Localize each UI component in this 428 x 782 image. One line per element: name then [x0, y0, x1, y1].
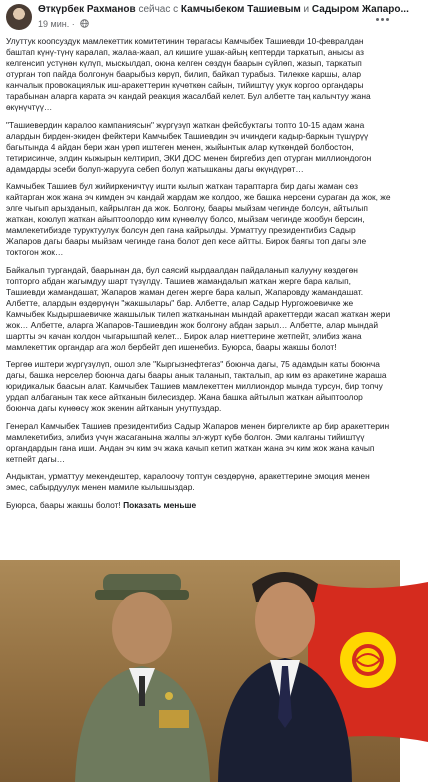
avatar[interactable] — [6, 4, 32, 30]
person-in-suit — [210, 560, 360, 782]
post-paragraph: Генерал Камчыбек Ташиев президентибиз Садыр Жапаров менен биргеликте ар бир аракеттерин мамлекетибиз, элибиз үчүн жасаганына жалпы эл-журт күбө болгон. Эми калганы тийиштүү органдардын гана иши. Андан эч ким эч жака качып кетип жаткан жана эч ким жок жана качып кетпейт дагы… — [6, 420, 390, 464]
show-less-link[interactable]: Показать меньше — [123, 499, 197, 510]
post-photo[interactable] — [0, 560, 400, 782]
and-connector: и — [303, 4, 310, 15]
post-header — [0, 0, 409, 36]
tagged-person-2[interactable]: Садыром Жапаро... — [311, 4, 409, 15]
author-name[interactable]: Өткүрбек Рахманов — [38, 4, 136, 15]
time-ago[interactable]: 19 мин. — [38, 19, 70, 29]
closing-sentence: Буюрса, баары жакшы болот! — [6, 499, 121, 510]
post-paragraph: "Ташиевердин каралоо кампаниясын" жүргүзүп жаткан фейсбуктагы топто 10-15 адам жана алардын бирден-экиден фейктери Камчыбек Ташиевдин эч ичиндеги кадыр-баркын түшүрүү багытында 4 айдан бери жан үрөп иштеген менен, жыйынтык алар күткөндөй болбостон, тетирисинче, элдин кыжырын келтирип, ЭКИ ДОС менен биргебиз деп отурган миллиондогон адамдарды эсеби болуп-жарууга себеп болуп жатышканы дагы өкүндүрөт… — [6, 119, 372, 174]
post-last-line — [6, 500, 392, 511]
post-paragraph: Улуттук коопсуздук мамлекеттик комитетинин төрагасы Камчыбек Ташиевди 10-февралдан баштап күнү-түнү каралап, жалаа-жаап, ал кишиге ушак-айың кептерди таркатып, анысы аз келгенсип устүнөн күлүп, мыскылдап, оюна келген сөздүн баарын сүйлөп, жазып, таркатып отурган топ пайда болгонун баарыбыз көрүп, билип, байкап турабыз. Тилекке каршы, алар канчалык провокациялык иш-аракеттерин күчөткөн сайын, тийиштүү укук коргоо органдары тарабынан аларга карата эч кандай реакция жасалбай келет. Бул албетте таң калычтуу жана өкүнүчтүү… — [6, 36, 371, 112]
globe-icon — [80, 19, 89, 31]
post-body — [6, 36, 392, 517]
meta-separator: · — [71, 19, 75, 29]
post-meta — [38, 18, 89, 30]
post-paragraph: Байкалып тургандай, баарынан да, бул саясий кырдаалдан пайдаланып калууну көздөгөн топторго абдан жагымдуу шарт түзүлдү. Ташиев жамандалып жаткан жерге бара калып, Ташиевди жамандашат, Жапаров жаман деген жерге бара калып, Жапаровду жамандашат. Албетте, алардын өздөрүнүн "жакшылары" бар. Албетте, алар Садыр Нургожоевичке же Камчыбек Кыдыршаевичке жакшылык тилеп жатканынан мындай аракеттерди жасап жаткан жери жок… Албетте, аларга Жапаров-Ташиевдин жок болгону абдан зарыл… Албетте, алар мындай шартты эч качан колдон чыгарышпай келет... Бирок алар ниеттерине жетпейт, элибиз жана мамлекеттик органдар ага жол бербейт деп ишенебиз. Буюрса, баары жакшы болот! — [6, 264, 391, 352]
post-paragraph: Тергөө иштери жүргүзүлүп, ошол эле "Кыргызнефтегаз" боюнча дагы, 75 адамдын каты боюнча дагы, башка нерселер боюнча дагы баары анык таланып, такталып, ар ким өз аракетине жараша юридикалык баасын алат. Камчыбек Ташиев мамлекеттен миллиондор мында турсун, бир топчу урдап албаганын так кесе айтканын билесиздер. Жана башка айтылып жаткан айыптоолор боюнча дагы күнөөсү жок экенин айтканын унутпуздар. — [6, 359, 387, 413]
more-options-icon[interactable] — [376, 8, 392, 18]
tagged-person-1[interactable]: Камчыбеком Ташиевым — [180, 4, 301, 15]
author-line — [38, 3, 409, 17]
status-connector: сейчас с — [138, 4, 179, 15]
person-in-uniform — [55, 572, 230, 782]
post-paragraph: Андыктан, урматтуу мекендештер, каралоочу топтун сөздөрүнө, аракеттерине эмоция менен эмес, сабырдуулук менен мамиле кылышыздар. — [6, 471, 370, 492]
post-paragraph: Камчыбек Ташиев бул жийиркеничтүү ишти кылып жаткан тараптарга бир дагы жаман сөз кайтарган жок жана эч кимден эч кандай жардам же колдоо, же башка нерсени сураган да жок, же элге чыгып арызданып, кайрылган да жок. Болгону, баары мыйзам чегинде болсун, айтылып жаткан, коюлуп жаткан айыптоолордо ким күнөөлүү болсо, мыйзам чегинде жообун берсин, мамлекетибизде туруктуулук болсун деп гана кайрылды. Урматтуу президентибиз Садыр Жапаров дагы баары мыйзам чегинде гана болот деп кесе айтты. Бирок баягы топ дагы эле токтогон жок… — [6, 181, 391, 257]
